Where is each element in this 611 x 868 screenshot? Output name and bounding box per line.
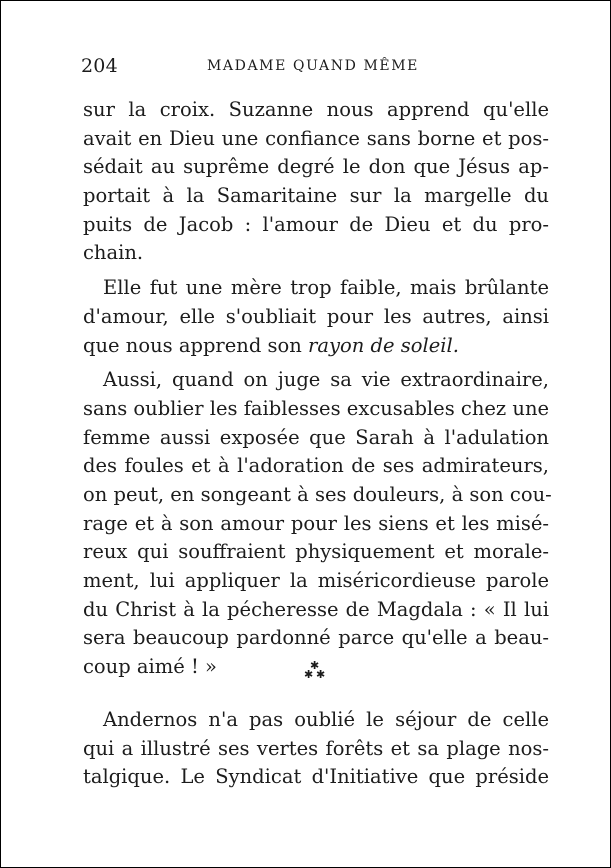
text-line: ment, lui appliquer la miséricordieuse parole xyxy=(83,569,549,592)
asterisk-icon: ✱ xyxy=(316,668,326,681)
text-line: d'amour, elle s'oubliait pour les autres, ainsi xyxy=(83,304,549,328)
text-line: rage et à son amour pour les siens et les misé- xyxy=(83,511,549,535)
text-line: sédait au suprême degré le don que Jésus ap- xyxy=(83,155,549,179)
running-title: MADAME QUAND MÊME xyxy=(207,58,419,74)
text-line: reux qui souffraient physiquement et morale- xyxy=(83,540,549,564)
paragraph-1 xyxy=(83,96,549,268)
text-line: Aussi, quand on juge sa vie extraordinaire, xyxy=(103,368,549,392)
text-line: avait en Dieu une confiance sans borne et pos- xyxy=(83,126,549,150)
page-number: 204 xyxy=(81,55,118,77)
text-line: Elle fut une mère trop faible, mais brûlante xyxy=(103,276,549,300)
paragraph-3 xyxy=(83,366,552,682)
italic-title: rayon de soleil. xyxy=(308,333,459,357)
text-line: des foules et à l'adoration de ses admirateurs, xyxy=(83,454,549,478)
text-line: sur la croix. Suzanne nous apprend qu'elle xyxy=(83,98,549,121)
paragraph-2 xyxy=(83,274,549,360)
text-line: Andernos n'a pas oublié le séjour de celle xyxy=(103,708,549,731)
text-line: on peut, en songeant à ses douleurs, à son cou- xyxy=(83,482,552,506)
text-line: qui a illustré ses vertes forêts et sa plage nos- xyxy=(83,736,549,760)
asterism-separator xyxy=(301,660,329,686)
text-line: sans oublier les faiblesses excusables chez une xyxy=(83,396,550,420)
text-fragment: que nous apprend son xyxy=(83,333,309,357)
page-header xyxy=(81,55,551,79)
text-line: sera beaucoup pardonné parce qu'elle a beau- xyxy=(83,626,549,650)
asterisk-icon: ✱ xyxy=(310,659,320,672)
asterisk-icon: ✱ xyxy=(304,668,314,681)
text-line: portait à la Samaritaine sur la margelle du xyxy=(83,184,549,208)
text-line: chain. xyxy=(83,241,144,265)
body-text xyxy=(83,96,552,688)
text-line: puits de Jacob : l'amour de Dieu et du pro- xyxy=(83,212,549,236)
paragraph-4 xyxy=(83,706,549,792)
text-line xyxy=(83,332,549,361)
text-line: femme aussi exposée que Sarah à l'adulation xyxy=(83,425,549,449)
text-line: talgique. Le Syndicat d'Initiative que préside xyxy=(83,765,549,789)
text-line: coup aimé ! » xyxy=(83,655,217,679)
text-line: du Christ à la pécheresse de Magdala : « Il lui xyxy=(83,597,549,621)
